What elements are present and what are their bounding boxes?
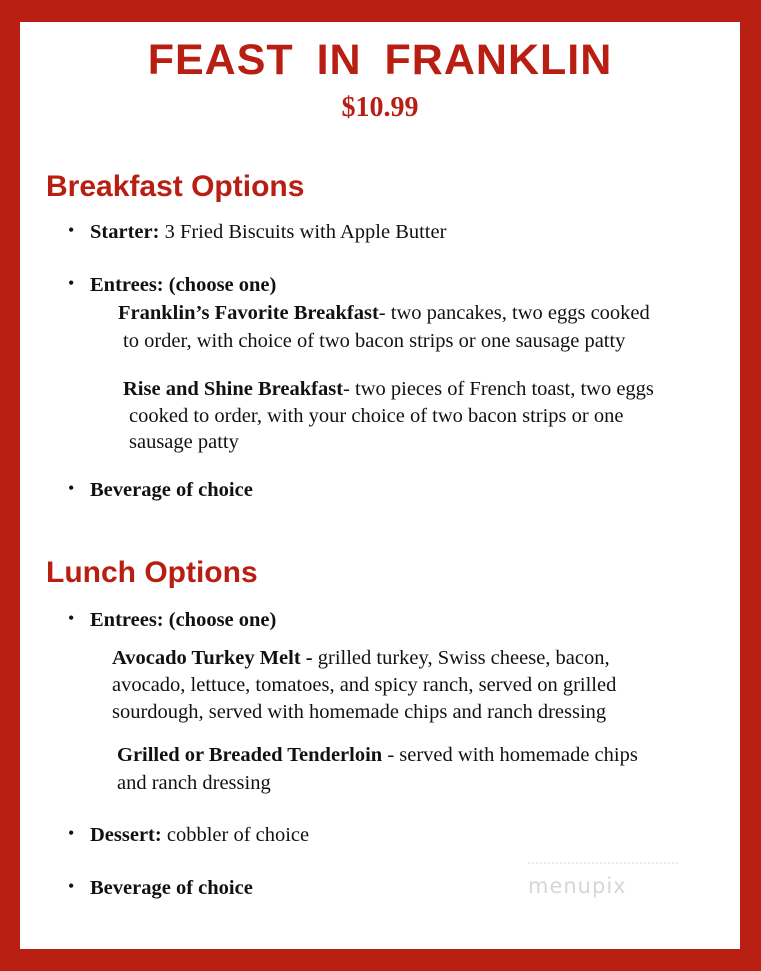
lunch-dessert	[90, 824, 309, 847]
item-name: Grilled or Breaded Tenderloin	[117, 744, 383, 766]
dessert-label: Dessert:	[90, 824, 162, 846]
breakfast-item-2-line-2: cooked to order, with your choice of two bacon strips or one	[129, 405, 624, 427]
watermark-logo: menupix	[528, 874, 627, 898]
breakfast-beverage	[90, 479, 253, 502]
dessert-text: cobbler of choice	[161, 824, 310, 846]
item-name: Avocado Turkey Melt -	[112, 647, 313, 669]
item-desc: grilled turkey, Swiss cheese, bacon,	[312, 647, 610, 669]
entrees-label-text: Entrees: (choose one)	[90, 609, 277, 631]
starter-label: Starter:	[90, 221, 160, 243]
lunch-beverage	[90, 877, 253, 900]
lunch-item-1-line-3: sourdough, served with homemade chips and ranch dressing	[112, 701, 607, 723]
lunch-item-2-line-2: and ranch dressing	[117, 772, 271, 794]
lunch-item-1-line-2: avocado, lettuce, tomatoes, and spicy ranch, served on grilled	[112, 674, 617, 696]
bullet-icon: •	[68, 273, 75, 293]
lunch-entrees-label	[90, 609, 276, 632]
item-desc: - two pieces of French toast, two eggs	[343, 378, 654, 400]
breakfast-entrees-label	[90, 274, 276, 297]
breakfast-item-2-line-3: sausage patty	[129, 431, 239, 453]
item-name: Franklin’s Favorite Breakfast	[118, 302, 379, 324]
beverage-text: Beverage of choice	[90, 877, 253, 899]
menu-price: $10.99	[341, 92, 419, 123]
bullet-icon: •	[68, 823, 75, 843]
watermark-divider	[528, 862, 678, 866]
breakfast-starter	[90, 221, 446, 244]
bullet-icon: •	[68, 220, 75, 240]
item-desc: - two pancakes, two eggs cooked	[378, 302, 650, 324]
starter-text: 3 Fried Biscuits with Apple Butter	[164, 221, 447, 243]
item-desc: - served with homemade chips	[382, 744, 638, 766]
entrees-label-text: Entrees: (choose one)	[90, 274, 277, 296]
lunch-section-title: Lunch Options	[46, 556, 258, 589]
breakfast-item-1-line-2: to order, with choice of two bacon strips or one sausage patty	[123, 330, 626, 352]
bullet-icon: •	[68, 608, 75, 628]
breakfast-section-title: Breakfast Options	[46, 170, 305, 203]
breakfast-item-1	[118, 302, 650, 325]
lunch-item-1	[112, 647, 610, 670]
lunch-item-2	[117, 744, 638, 767]
bullet-icon: •	[68, 478, 75, 498]
bullet-icon: •	[68, 876, 75, 896]
item-name: Rise and Shine Breakfast	[123, 378, 344, 400]
menu-title: FEAST IN FRANKLIN	[147, 36, 613, 84]
menu-page	[20, 22, 740, 949]
breakfast-item-2	[123, 378, 654, 401]
beverage-text: Beverage of choice	[90, 479, 253, 501]
